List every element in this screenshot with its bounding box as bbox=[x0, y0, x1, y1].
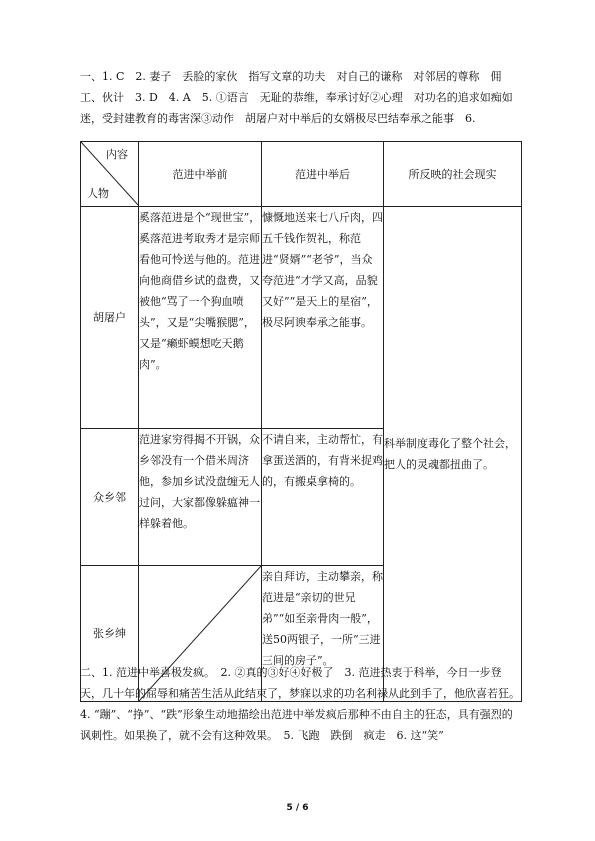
table-header-row bbox=[81, 142, 522, 207]
cell-butcher-after: 慷慨地送来七八斤肉，四五千钱作贺礼，称范进“贤婿”“老爷”，当众夸范进“才学又高，品貌又好”“是天上的星宿”，极尽阿谀奉承之能事。 bbox=[262, 207, 384, 429]
column-header-before: 范进中举前 bbox=[139, 142, 262, 207]
page-number: 5 / 6 bbox=[286, 803, 309, 813]
row-name-butcher: 胡屠户 bbox=[81, 207, 139, 429]
column-header-after: 范进中举后 bbox=[262, 142, 384, 207]
column-header-reality: 所反映的社会现实 bbox=[384, 142, 522, 207]
cell-neighbors-before: 范进家穷得揭不开锅，众乡邻没有一个借米周济他，参加乡试没盘缠无人过问，大家都像躲瘟神一样躲着他。 bbox=[139, 429, 262, 566]
table-row bbox=[81, 207, 522, 429]
corner-label-person: 人物 bbox=[87, 187, 109, 200]
diagonal-header-cell bbox=[81, 142, 139, 207]
cell-social-reality: 科举制度毒化了整个社会，把人的灵魂都扭曲了。 bbox=[384, 207, 522, 702]
corner-label-content: 内容 bbox=[106, 148, 128, 161]
answer-section-two: 二、1. 范进中举喜极发疯。 2. ②真的③好④好极了 3. 范进热衷于科举，今日一步登天，几十年的屈辱和痛苦生活从此结束了，梦寐以求的功名利禄从此到手了，他欣喜若狂。 4. “蹦”、“挣”、“跌”形象生动地描绘出范进中举发疯后那种不由自主的狂态，具有强烈的讽刺性。如果换了，就不会有这种效果。 5. 飞跑 跌倒 疯走 6. 这“笑” bbox=[80, 666, 526, 742]
cell-neighbors-after: 不请自来，主动帮忙，有拿蛋送酒的，有背米捉鸡的，有搬桌拿椅的。 bbox=[262, 429, 384, 566]
row-name-neighbors: 众乡邻 bbox=[81, 429, 139, 566]
cell-squire-after: 亲自拜访，主动攀亲，称范进是“亲切的世兄弟”“如至亲骨肉一般”，送50两银子，一所“三进三间的房子”。 bbox=[262, 566, 384, 702]
cell-butcher-before: 奚落范进是个“现世宝”，奚落范进考取秀才是宗师看他可怜送与他的。范进向他商借乡试的盘费，又被他“骂了一个狗血喷头”，又是“尖嘴猴腮”，又是“癞虾蟆想吃天鹅肉”。 bbox=[139, 207, 262, 429]
row-name-squire: 张乡绅 bbox=[81, 566, 139, 702]
answer-section-one: 一、1. C 2. 妻子 丢脸的家伙 指写文章的功夫 对自己的谦称 对邻居的尊称 佣工、伙计 3. D 4. A 5. ①语言 无耻的恭维，奉承讨好②心理 对功名的追求如痴如迷，受封建教育的毒害深③动作 胡屠户对中举后的女婿极尽巴结奉承之能事 6. bbox=[80, 70, 513, 125]
answer-table bbox=[80, 141, 522, 702]
